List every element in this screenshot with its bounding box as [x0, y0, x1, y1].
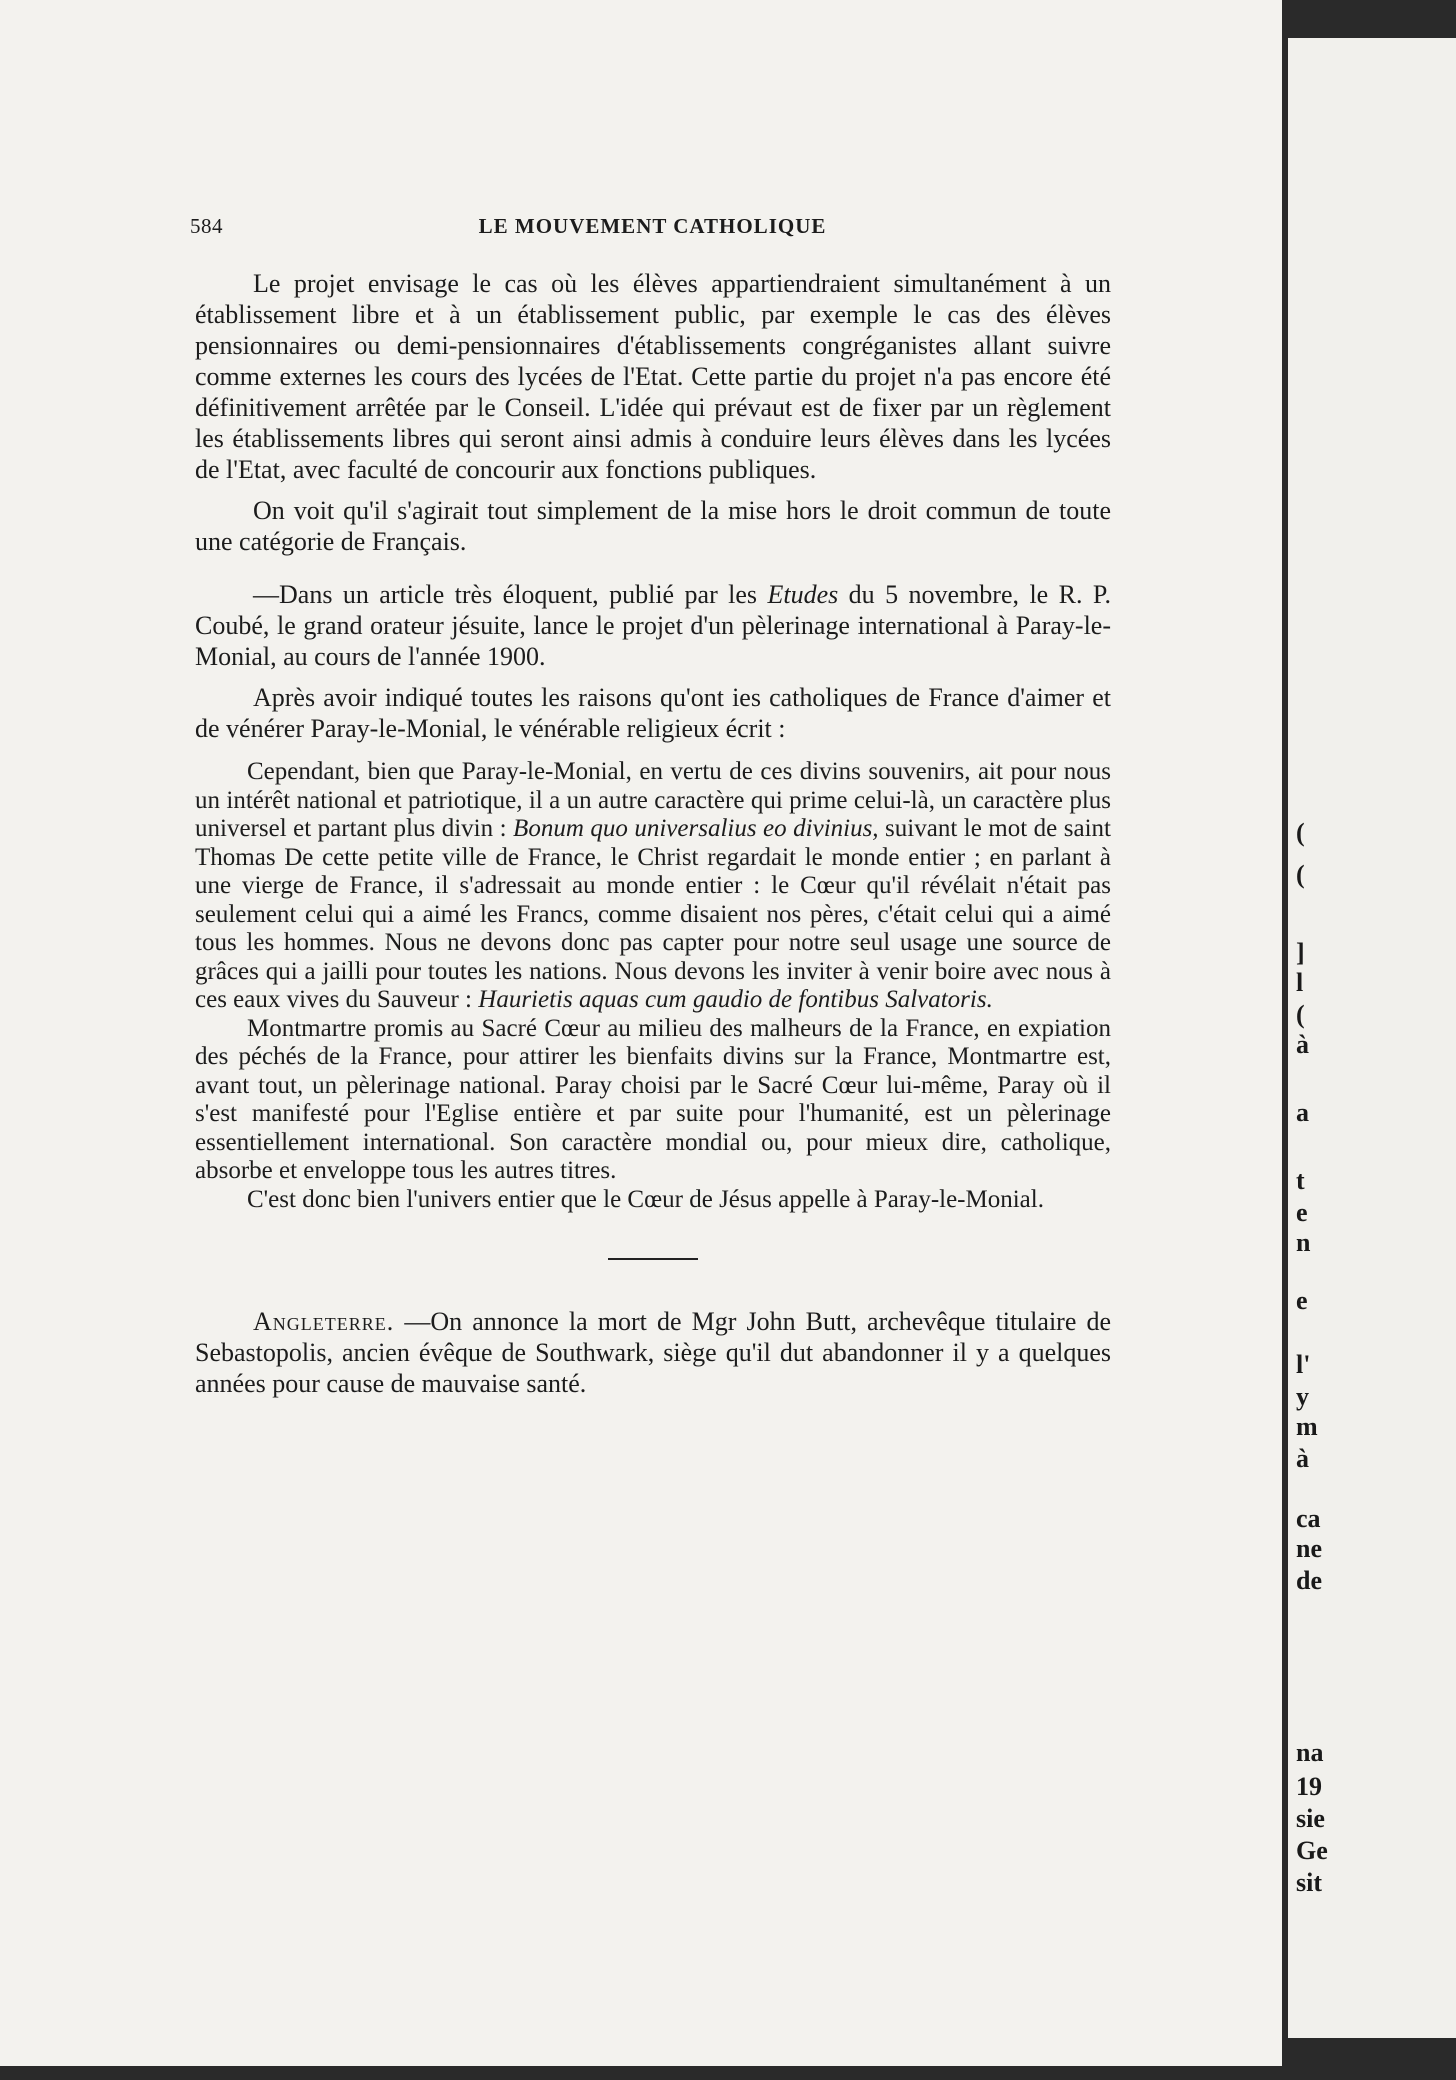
paragraph-projet: Le projet envisage le cas où les élèves appartiendraient simultanément à un établissement libre et à un établissement public, par exemple le cas des élèves pensionnaires ou demi-pensionnaires d'établissements congréganistes allant suivre comme externes les cours des lycées de l'Etat. Cette partie du projet n'a pas encore été définitivement arrêtée par le Conseil. L'idée qui prévaut est de fixer par un règlement les établissements libres qui seront ainsi admis à conduire leurs élèves dans les lycées de l'Etat, avec faculté de concourir aux fonctions publiques. [195, 269, 1111, 484]
running-title: LE MOUVEMENT CATHOLIQUE [478, 214, 827, 238]
country-heading: Angleterre. [253, 1307, 395, 1336]
page-number: 584 [190, 214, 223, 238]
adjacent-page-fragment: ] [1296, 938, 1305, 967]
adjacent-page-fragment: sit [1296, 1868, 1322, 1897]
adjacent-page-fragment: ( [1296, 860, 1305, 889]
adjacent-page-fragment: de [1296, 1566, 1322, 1595]
latin-quote: Haurietis aquas cum gaudio de fontibus Salvatoris. [478, 986, 993, 1013]
quote-paragraph-3: C'est donc bien l'univers entier que le Cœur de Jésus appelle à Paray-le-Monial. [247, 1185, 1044, 1213]
adjacent-page-fragment: m [1296, 1412, 1318, 1441]
adjacent-page-fragment: ( [1296, 1000, 1305, 1029]
adjacent-page-fragment: a [1296, 1098, 1309, 1127]
text-segment: —Dans un article très éloquent, publié par les [253, 580, 768, 609]
text-segment: du 5 novembre, le R. P. Coubé, le grand orateur jésuite, lance le projet d'un pèlerinage international à Paray-le-Monial, au cours de l'année 1900. [195, 580, 1111, 671]
latin-quote: Bonum quo universalius eo divinius, [513, 815, 879, 842]
page-body [195, 268, 1111, 1399]
text-segment: suivant le mot de saint Thomas De cette petite ville de France, le Christ regardait le monde entier ; en parlant à une vierge de France, il s'adressait au monde entier : le Cœur qu'il révélait n'était pas seulement celui qui a aimé les Francs, comme disaient nos pères, c'était celui qui a aimé tous les hommes. Nous ne devons donc pas capter pour notre seul usage une source de grâces qui a jailli pour toutes les nations. Nous devons les inviter à venir boire avec nous à ces eaux vives du Sauveur : [195, 815, 1111, 1013]
adjacent-page-fragment: na [1296, 1738, 1324, 1767]
adjacent-page-fragment: t [1296, 1166, 1305, 1195]
text-segment: —On annonce la mort de Mgr John Butt, archevêque titulaire de Sebastopolis, ancien évêque de Southwark, siège qu'il dut abandonner il y a quelques années pour cause de mauvaise santé. [195, 1307, 1111, 1398]
adjacent-page-edge [1288, 38, 1456, 2038]
adjacent-page-fragment: à [1296, 1444, 1309, 1473]
adjacent-page-fragment: y [1296, 1382, 1309, 1411]
text-segment: Cependant, bien que Paray-le-Monial, en vertu de ces divins souvenirs, ait pour nous un intérêt national et patriotique, il a un autre caractère qui prime celui-là, un caractère plus universel et partant plus divin : [195, 758, 1111, 842]
paragraph-angleterre [195, 1306, 1111, 1399]
adjacent-page-fragment: l' [1296, 1350, 1311, 1379]
quote-paragraph-2: Montmartre promis au Sacré Cœur au milieu des malheurs de la France, en expiation des péchés de la France, pour attirer les bienfaits divins sur la France, Montmartre est, avant tout, un pèlerinage national. Paray choisi par le Sacré Cœur lui-même, Paray où il s'est manifesté pour l'Eglise entière et par suite pour l'humanité, est un pèlerinage essentiellement international. Son caractère mondial ou, pour mieux dire, catholique, absorbe et enveloppe tous les autres titres. [195, 1014, 1111, 1184]
journal-title: Etudes [767, 580, 839, 609]
adjacent-page-fragment: 19 [1296, 1772, 1322, 1801]
page-header [190, 214, 1115, 244]
paragraph-droit-commun: On voit qu'il s'agirait tout simplement de la mise hors le droit commun de toute une catégorie de Français. [195, 496, 1111, 556]
section-divider [608, 1258, 698, 1260]
paragraph-introduction-citation: Après avoir indiqué toutes les raisons qu'ont ies catholiques de France d'aimer et de vénérer Paray-le-Monial, le vénérable religieux écrit : [195, 683, 1111, 743]
adjacent-page-fragment: e [1296, 1286, 1308, 1315]
adjacent-page-fragment: l [1296, 968, 1304, 997]
quote-paragraph-1 [195, 758, 1111, 1015]
adjacent-page-fragment: à [1296, 1030, 1309, 1059]
adjacent-page-fragment: e [1296, 1198, 1308, 1227]
paragraph-pelerinage [195, 579, 1111, 672]
adjacent-page-fragment: n [1296, 1228, 1311, 1257]
adjacent-page-fragment: ne [1296, 1534, 1322, 1563]
adjacent-page-fragment: sie [1296, 1804, 1325, 1833]
adjacent-page-fragment: ca [1296, 1504, 1321, 1533]
adjacent-page-fragment: Ge [1296, 1836, 1328, 1865]
adjacent-page-fragment: ( [1296, 818, 1305, 847]
